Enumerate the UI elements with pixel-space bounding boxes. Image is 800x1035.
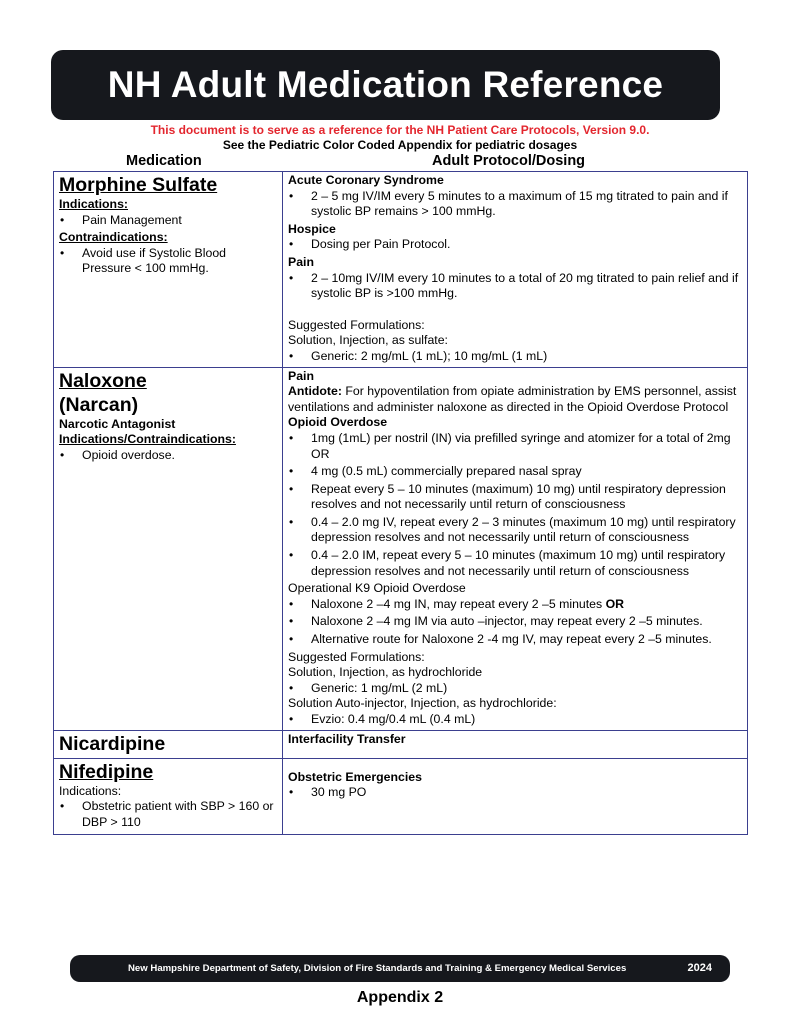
section-label: Indications/Contraindications: <box>59 432 236 447</box>
bullet-list <box>288 237 742 253</box>
drug-alias: (Narcan) <box>59 393 139 416</box>
protocol-notice: This document is to serve as a reference for the NH Patient Care Protocols, Version 9.0. <box>150 123 650 137</box>
bullet-list <box>288 349 742 365</box>
formulation-subtitle: Solution Auto-injector, Injection, as hydrochloride: <box>288 696 557 711</box>
dosing-cell <box>283 730 748 758</box>
section-title: Acute Coronary Syndrome <box>288 173 444 187</box>
section-label: Indications: <box>59 783 122 798</box>
bullet-list <box>288 189 742 220</box>
title-banner <box>51 50 720 120</box>
list-item: • Generic: 2 mg/mL (1 mL); 10 mg/mL (1 mL) <box>288 349 742 365</box>
drug-name: Naloxone <box>59 369 147 392</box>
antidote-text: Antidote: For hypoventilation from opiate administration by EMS personnel, assist ventilations and administer naloxone as directed in the Opioid Overdose Protocol <box>288 384 737 414</box>
medication-cell <box>54 758 283 835</box>
dosing-cell <box>283 367 748 730</box>
page-title: NH Adult Medication Reference <box>107 64 664 105</box>
medication-cell <box>54 172 283 368</box>
bullet-list <box>288 271 742 302</box>
drug-name: Nifedipine <box>59 760 154 783</box>
k9-title: Operational K9 Opioid Overdose <box>288 581 466 596</box>
bullet-list <box>59 448 277 464</box>
section-title: Pain <box>288 368 314 383</box>
bullet-list <box>288 597 742 648</box>
dosing-cell <box>283 758 748 835</box>
list-item: • Dosing per Pain Protocol. <box>288 237 742 253</box>
bullet-list <box>59 213 277 229</box>
bullet-list <box>288 431 742 579</box>
list-item: • Opioid overdose. <box>59 448 277 464</box>
bullet-list <box>288 681 742 697</box>
section-label: Indications: <box>59 197 129 211</box>
list-item: • 4 mg (0.5 mL) commercially prepared nasal spray <box>288 464 742 480</box>
list-item: • 2 – 5 mg IV/IM every 5 minutes to a maximum of 15 mg titrated to pain and if systolic BP remains > 100 mmHg. <box>288 189 742 220</box>
list-item: • Obstetric patient with SBP > 160 or DBP > 110 <box>59 799 277 830</box>
drug-name: Nicardipine <box>59 732 166 755</box>
bullet-list <box>59 799 277 830</box>
list-item: • Naloxone 2 –4 mg IN, may repeat every 2 –5 minutes OR <box>288 597 742 613</box>
list-item: • Avoid use if Systolic Blood Pressure < 100 mmHg. <box>59 246 277 277</box>
column-header-dosing: Adult Protocol/Dosing <box>432 153 586 169</box>
list-item: • 2 – 10mg IV/IM every 10 minutes to a total of 20 mg titrated to pain relief and if systolic BP is >100 mmHg. <box>288 271 742 302</box>
dosing-cell <box>283 172 748 368</box>
footer-banner <box>70 955 730 982</box>
section-title: Pain <box>288 254 314 269</box>
drug-name: Morphine Sulfate <box>59 174 218 196</box>
medication-table <box>53 171 748 835</box>
section-label: Contraindications: <box>59 230 168 245</box>
list-item: • 0.4 – 2.0 mg IV, repeat every 2 – 3 minutes (maximum 10 mg) until respiratory depression resolves and not necessarily until return of consciousness <box>288 515 742 546</box>
formulation-subtitle: Solution, Injection, as sulfate: <box>288 333 448 348</box>
table-row-nicardipine <box>54 730 748 758</box>
list-item: • Evzio: 0.4 mg/0.4 mL (0.4 mL) <box>288 712 742 728</box>
list-item: • 1mg (1mL) per nostril (IN) via prefilled syringe and atomizer for a total of 2mg OR <box>288 431 742 462</box>
formulation-title: Suggested Formulations: <box>288 649 425 664</box>
table-row-naloxone <box>54 367 748 730</box>
bullet-list <box>288 712 742 728</box>
table-row-morphine <box>54 172 748 368</box>
bullet-list <box>288 785 742 801</box>
formulation-title: Suggested Formulations: <box>288 317 425 332</box>
drug-class: Narcotic Antagonist <box>59 416 176 431</box>
section-title: Interfacility Transfer <box>288 731 406 746</box>
section-title: Opioid Overdose <box>288 415 388 430</box>
footer-text: New Hampshire Department of Safety, Division of Fire Standards and Training & Emergency Medical Services <box>128 963 627 974</box>
pediatric-notice: See the Pediatric Color Coded Appendix for pediatric dosages <box>222 138 578 152</box>
list-item: • Alternative route for Naloxone 2 -4 mg IV, may repeat every 2 –5 minutes. <box>288 632 742 648</box>
column-header-medication: Medication <box>126 153 202 169</box>
list-item: • Pain Management <box>59 213 277 229</box>
bullet-list <box>59 246 277 277</box>
formulation-subtitle: Solution, Injection, as hydrochloride <box>288 665 483 680</box>
table-row-nifedipine <box>54 758 748 835</box>
medication-cell <box>54 367 283 730</box>
list-item: • Naloxone 2 –4 mg IM via auto –injector, may repeat every 2 –5 minutes. <box>288 614 742 630</box>
list-item: • Repeat every 5 – 10 minutes (maximum) 10 mg) until respiratory depression resolves and not necessarily until return of consciousness <box>288 482 742 513</box>
section-title: Obstetric Emergencies <box>288 769 422 784</box>
list-item: • 30 mg PO <box>288 785 742 801</box>
footer-year: 2024 <box>687 962 712 974</box>
section-title: Hospice <box>288 221 336 236</box>
appendix-label: Appendix 2 <box>356 989 444 1006</box>
medication-cell <box>54 730 283 758</box>
list-item: • Generic: 1 mg/mL (2 mL) <box>288 681 742 697</box>
list-item: • 0.4 – 2.0 IM, repeat every 5 – 10 minutes (maximum 10 mg) until respiratory depression resolves and not necessarily until return of consciousness <box>288 548 742 579</box>
